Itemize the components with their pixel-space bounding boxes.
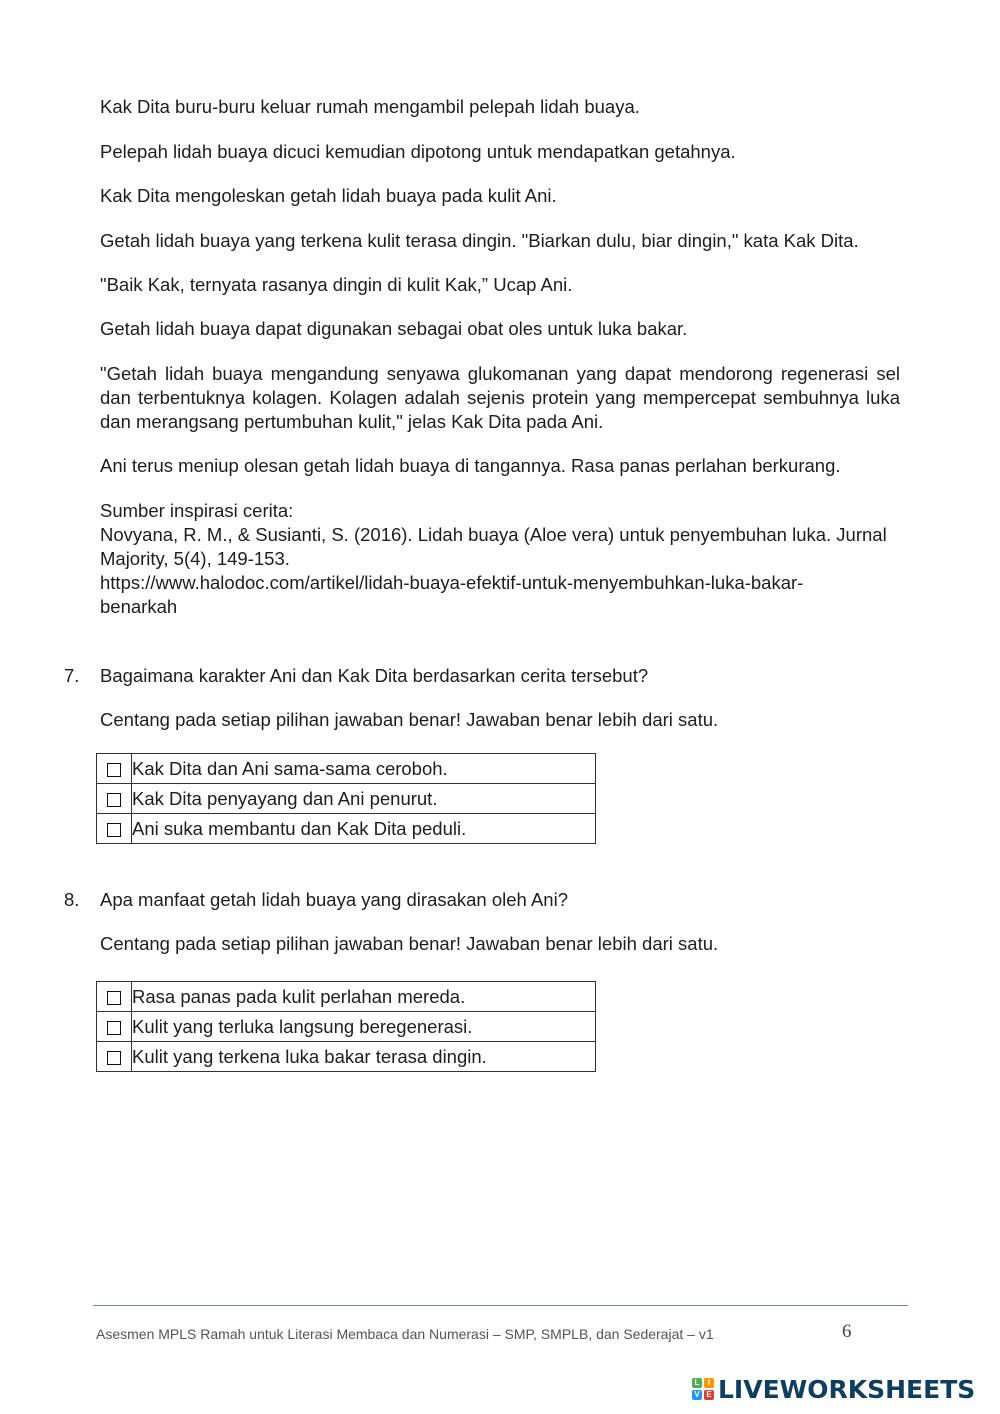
story-paragraph: "Getah lidah buaya mengandung senyawa glukomanan yang dapat mendorong regenerasi sel dan terbentuknya kolagen. Kolagen adalah sejenis protein yang mempercepat sembuhnya luka dan merangsang pertumbuhan kulit," jelas Kak Dita pada Ani. <box>100 363 900 432</box>
question-text: Bagaimana karakter Ani dan Kak Dita berdasarkan cerita tersebut? <box>100 665 649 686</box>
checkbox[interactable] <box>107 763 121 777</box>
story-paragraph: Getah lidah buaya dapat digunakan sebagai obat oles untuk luka bakar. <box>100 318 688 339</box>
answer-option-label: Rasa panas pada kulit perlahan mereda. <box>132 982 596 1012</box>
logo-letter: I <box>704 1378 714 1388</box>
checkbox[interactable] <box>107 793 121 807</box>
answer-options-table <box>96 981 596 1072</box>
logo-letter: L <box>692 1378 702 1388</box>
answer-option-row <box>97 814 596 844</box>
footer-divider <box>93 1305 908 1306</box>
story-paragraph: Ani terus meniup olesan getah lidah buaya di tangannya. Rasa panas perlahan berkurang. <box>100 455 841 476</box>
checkbox[interactable] <box>107 823 121 837</box>
checkbox[interactable] <box>107 991 121 1005</box>
logo-grid-icon <box>692 1378 714 1400</box>
logo-letter: V <box>692 1390 702 1400</box>
answer-option-row <box>97 754 596 784</box>
answer-option-label: Kak Dita dan Ani sama-sama ceroboh. <box>132 754 596 784</box>
answer-option-label: Kulit yang terluka langsung beregenerasi. <box>132 1012 596 1042</box>
story-paragraph: "Baik Kak, ternyata rasanya dingin di kulit Kak,” Ucap Ani. <box>100 274 573 295</box>
checkbox[interactable] <box>107 1051 121 1065</box>
source-citation: Novyana, R. M., & Susianti, S. (2016). Lidah buaya (Aloe vera) untuk penyembuhan luka. Jurnal Majority, 5(4), 149-153. <box>100 524 887 569</box>
footer-text: Asesmen MPLS Ramah untuk Literasi Membaca dan Numerasi – SMP, SMPLB, dan Sederajat – v1 <box>96 1326 714 1342</box>
checkbox[interactable] <box>107 1021 121 1035</box>
question-instruction: Centang pada setiap pilihan jawaban benar! Jawaban benar lebih dari satu. <box>100 709 719 730</box>
story-paragraph: Getah lidah buaya yang terkena kulit terasa dingin. "Biarkan dulu, biar dingin," kata Kak Dita. <box>100 230 859 251</box>
story-paragraph: Kak Dita buru-buru keluar rumah mengambil pelepah lidah buaya. <box>100 96 640 117</box>
question-text: Apa manfaat getah lidah buaya yang dirasakan oleh Ani? <box>100 889 568 910</box>
question-instruction: Centang pada setiap pilihan jawaban benar! Jawaban benar lebih dari satu. <box>100 933 719 954</box>
question-number: 7. <box>64 665 80 686</box>
answer-option-label: Kak Dita penyayang dan Ani penurut. <box>132 784 596 814</box>
question-number: 8. <box>64 889 80 910</box>
answer-option-row <box>97 1012 596 1042</box>
story-paragraph: Kak Dita mengoleskan getah lidah buaya pada kulit Ani. <box>100 185 557 206</box>
answer-option-row <box>97 784 596 814</box>
source-url: https://www.halodoc.com/artikel/lidah-buaya-efektif-untuk-menyembuhkan-luka-bakar- benarkah <box>100 572 804 617</box>
logo-text: LIVEWORKSHEETS <box>718 1374 976 1404</box>
page-number: 6 <box>842 1321 852 1342</box>
answer-option-row <box>97 982 596 1012</box>
answer-option-label: Kulit yang terkena luka bakar terasa dingin. <box>132 1042 596 1072</box>
answer-option-row <box>97 1042 596 1072</box>
story-paragraph: Pelepah lidah buaya dicuci kemudian dipotong untuk mendapatkan getahnya. <box>100 141 736 162</box>
answer-option-label: Ani suka membantu dan Kak Dita peduli. <box>132 814 596 844</box>
logo-letter: E <box>704 1390 714 1400</box>
source-heading: Sumber inspirasi cerita: <box>100 500 294 521</box>
source-block <box>100 499 900 619</box>
liveworksheets-logo[interactable] <box>692 1374 975 1404</box>
answer-options-table <box>96 753 596 844</box>
